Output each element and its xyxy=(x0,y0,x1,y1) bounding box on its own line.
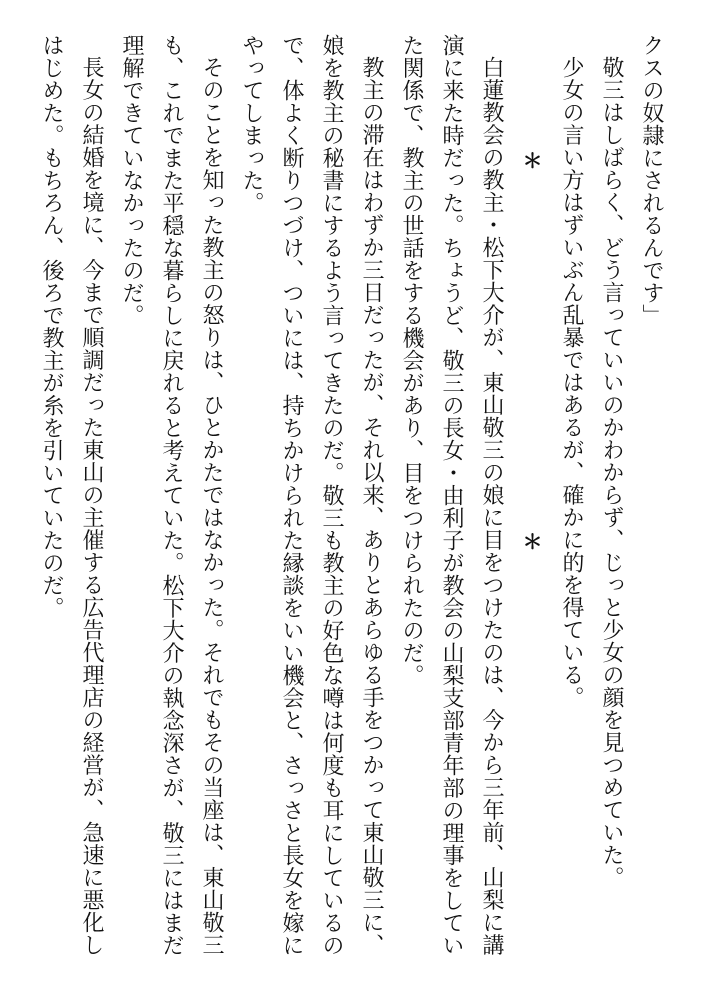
text-line: 演に来た時だった。ちょうど、敬三の長女・由利子が教会の山梨支部青年部の理事をしてい xyxy=(439,34,464,957)
text-line: やってしまった。 xyxy=(239,34,264,214)
text-line: そのことを知った教主の怒りは、ひとかたではなかった。それでもその当座は、東山敬三 xyxy=(199,56,224,956)
text-line: も、これでまた平穏な暮らしに戻れると考えていた。松下大介の執念深さが、敬三にはまだ xyxy=(159,34,184,957)
text-line: 白蓮教会の教主・松下大介が、東山敬三の娘に目をつけたのは、今から三年前、山梨に講 xyxy=(479,56,504,956)
section-break-asterisk: ＊＊ xyxy=(519,150,543,551)
text-line: クスの奴隷にされるんです」 xyxy=(639,34,664,327)
text-line: た関係で、教主の世話をする機会があり、目をつけられたのだ。 xyxy=(399,34,424,687)
text-line: 長女の結婚を境に、今まで順調だった東山の主催する広告代理店の経営が、急速に悪化し xyxy=(79,56,104,956)
vertical-text-body xyxy=(31,34,671,974)
text-line: 敬三はしばらく、どう言っていいのかわからず、じっと少女の顔を見つめていた。 xyxy=(599,56,624,889)
text-line: 教主の滞在はわずか三日だったが、それ以来、ありとあらゆる手をつかって東山敬三に、 xyxy=(359,56,384,956)
text-line: 少女の言い方はずいぶん乱暴ではあるが、確かに的を得ている。 xyxy=(559,56,584,709)
text-line: 娘を教主の秘書にするよう言ってきたのだ。敬三も教主の好色な噂は何度も耳にしているの xyxy=(319,34,344,957)
text-line: 理解できていなかったのだ。 xyxy=(119,34,144,327)
text-line: で、体よく断りつづけ、ついには、持ちかけられた縁談をいい機会と、さっさと長女を嫁に xyxy=(279,34,304,957)
text-line: はじめた。もちろん、後ろで教主が糸を引いていたのだ。 xyxy=(39,34,64,619)
